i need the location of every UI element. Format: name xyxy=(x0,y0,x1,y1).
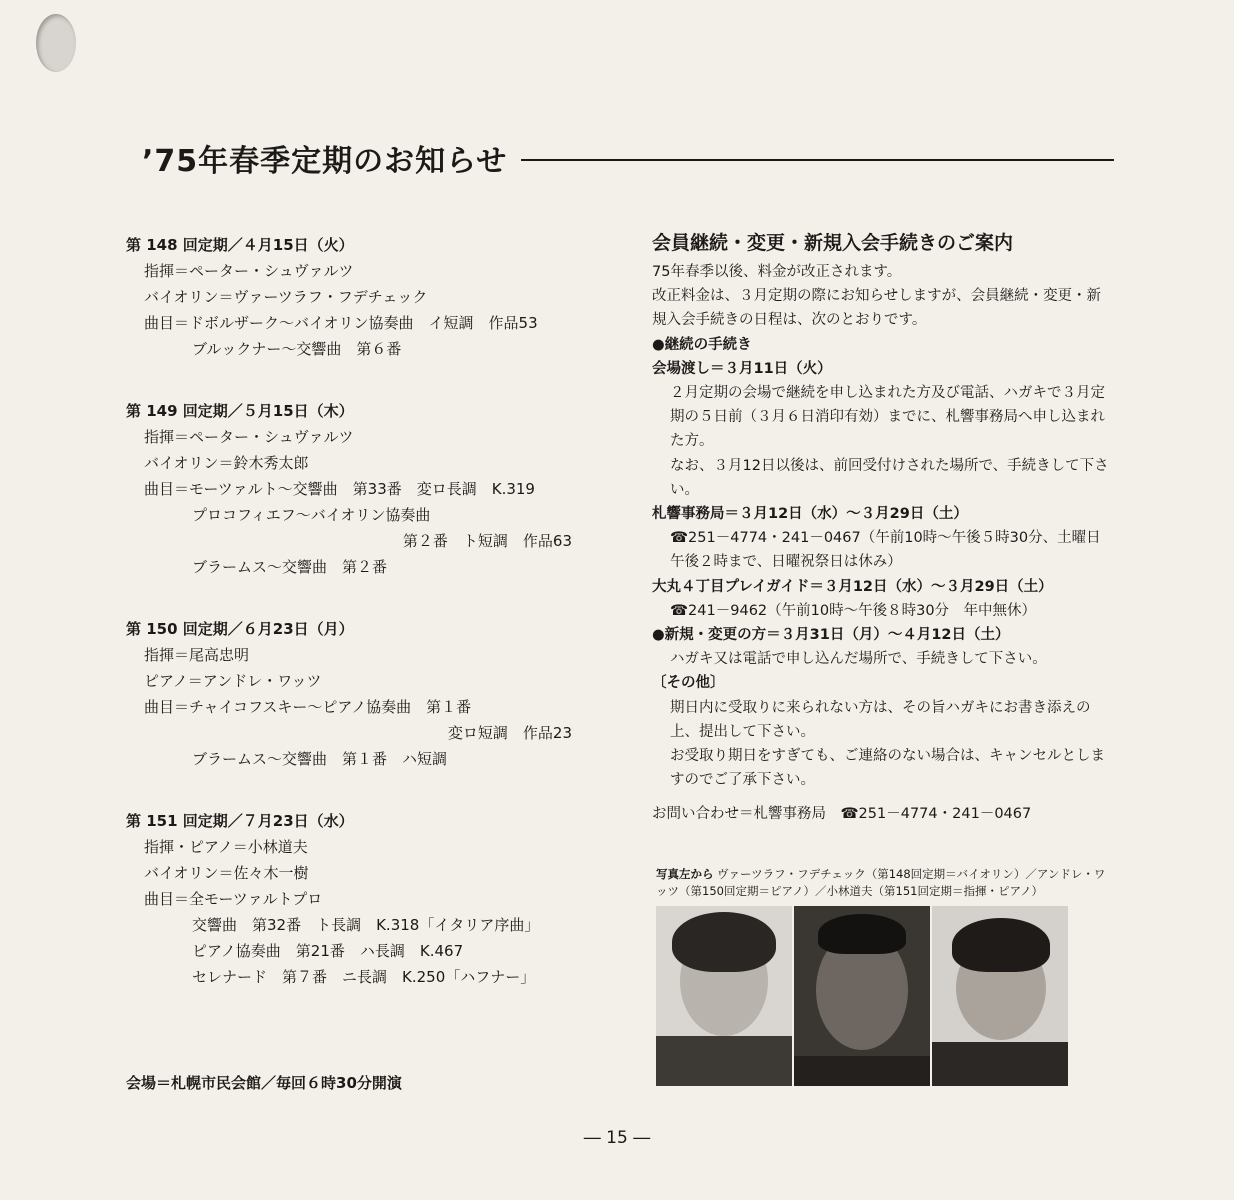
program-line: プロコフィエフ～バイオリン協奏曲 xyxy=(192,506,431,524)
hall-text: なお、３月12日以後は、前回受付けされた場所で、手続きして下さい。 xyxy=(670,457,1109,498)
photo-kobayashi xyxy=(932,906,1068,1086)
caption-lead: 写真左から xyxy=(656,867,714,881)
concert-149 xyxy=(126,398,596,580)
program-line: 変ロ短調 作品23 xyxy=(447,724,572,742)
daimaru-text: ☎241－9462（午前10時～午後８時30分 年中無休） xyxy=(670,602,1037,619)
office-label: 札響事務局＝３月12日（水）～３月29日（土） xyxy=(652,506,968,523)
contact-info: お問い合わせ＝札響事務局 ☎251－4774・241－0467 xyxy=(652,806,1032,823)
info-intro: 75年春季以後、料金が改正されます。 xyxy=(652,264,902,280)
concert-151 xyxy=(126,808,596,990)
program-line: セレナード 第７番 ニ長調 K.250「ハフナー」 xyxy=(192,968,536,986)
concert-schedule xyxy=(126,232,596,1026)
membership-info xyxy=(652,228,1114,827)
concert-150 xyxy=(126,616,596,772)
conductor: 指揮＝尾高忠明 xyxy=(144,646,250,664)
new-label: ●新規・変更の方＝３月31日（月）～４月12日（土） xyxy=(652,627,1010,644)
program-line: 曲目＝チャイコフスキー～ピアノ協奏曲 第１番 xyxy=(144,698,472,716)
program-line: 曲目＝モーツァルト～交響曲 第33番 変ロ長調 K.319 xyxy=(144,480,535,498)
renew-heading: ●継続の手続き xyxy=(652,336,752,353)
info-intro: 改正料金は、３月定期の際にお知らせしますが、会員継続・変更・新規入会手続きの日程は、次のとおりです。 xyxy=(652,288,1102,329)
title-rule xyxy=(521,159,1114,161)
program-line: 交響曲 第32番 ト長調 K.318「イタリア序曲」 xyxy=(192,916,540,934)
hall-label: 会場渡し＝３月11日（火） xyxy=(652,360,832,377)
program-line: 曲目＝ドボルザーク～バイオリン協奏曲 イ短調 作品53 xyxy=(144,314,538,332)
other-heading: 〔その他〕 xyxy=(652,675,725,692)
soloist: バイオリン＝鈴木秀太郎 xyxy=(144,454,309,472)
program-line: 第２番 ト短調 作品63 xyxy=(402,532,572,550)
page-title: ’75年春季定期のお知らせ xyxy=(142,144,508,179)
conductor: 指揮＝ペーター・シュヴァルツ xyxy=(144,428,354,446)
concert-title: 第 151 回定期／７月23日（水） xyxy=(126,812,354,830)
photo-hudecek xyxy=(656,906,792,1086)
conductor: 指揮・ピアノ＝小林道夫 xyxy=(144,838,308,856)
other-text: お受取り期日をすぎても、ご連絡のない場合は、キャンセルとしますのでご了承下さい。 xyxy=(670,748,1105,789)
page-number: ― 15 ― xyxy=(583,1128,651,1148)
program-line: ピアノ協奏曲 第21番 ハ長調 K.467 xyxy=(192,942,464,960)
page-header xyxy=(142,136,1114,180)
photo-strip xyxy=(656,906,1068,1086)
conductor: 指揮＝ペーター・シュヴァルツ xyxy=(144,262,354,280)
hall-text: ２月定期の会場で継続を申し込まれた方及び電話、ハガキで３月定期の５日前（３月６日消印有効）までに、札響事務局へ申し込まれた方。 xyxy=(670,385,1105,450)
photo-watts xyxy=(794,906,930,1086)
concert-title: 第 149 回定期／５月15日（木） xyxy=(126,402,354,420)
concert-title: 第 148 回定期／４月15日（火） xyxy=(126,236,354,254)
program-line: ブルックナー～交響曲 第６番 xyxy=(192,340,402,358)
program-line: 曲目＝全モーツァルトプロ xyxy=(144,890,323,908)
caption-text: ヴァーツラフ・フデチェック（第148回定期＝バイオリン）／アンドレ・ワッツ（第150回定期＝ピアノ）／小林道夫（第151回定期＝指揮・ピアノ） xyxy=(656,867,1106,898)
soloist: ピアノ＝アンドレ・ワッツ xyxy=(144,672,322,690)
photo-caption xyxy=(656,866,1108,900)
soloist: バイオリン＝ヴァーツラフ・フデチェック xyxy=(144,288,428,306)
concert-148 xyxy=(126,232,596,362)
concert-title: 第 150 回定期／６月23日（月） xyxy=(126,620,354,638)
soloist: バイオリン＝佐々木一樹 xyxy=(144,864,309,882)
new-text: ハガキ又は電話で申し込んだ場所で、手続きして下さい。 xyxy=(670,651,1047,668)
other-text: 期日内に受取りに来られない方は、その旨ハガキにお書き添えの上、提出して下さい。 xyxy=(670,699,1091,740)
program-line: ブラームス～交響曲 第２番 xyxy=(192,558,388,576)
office-text: ☎251－4774・241－0467（午前10時～午後５時30分、土曜日午後２時まで、日曜祝祭日は休み） xyxy=(670,530,1101,571)
venue-info: 会場＝札幌市民会館／毎回６時30分開演 xyxy=(126,1074,402,1092)
info-heading: 会員継続・変更・新規入会手続きのご案内 xyxy=(652,232,1014,254)
program-line: ブラームス～交響曲 第１番 ハ短調 xyxy=(192,750,448,768)
daimaru-label: 大丸４丁目プレイガイド＝３月12日（水）～３月29日（土） xyxy=(652,578,1053,595)
binder-hole xyxy=(36,14,76,72)
